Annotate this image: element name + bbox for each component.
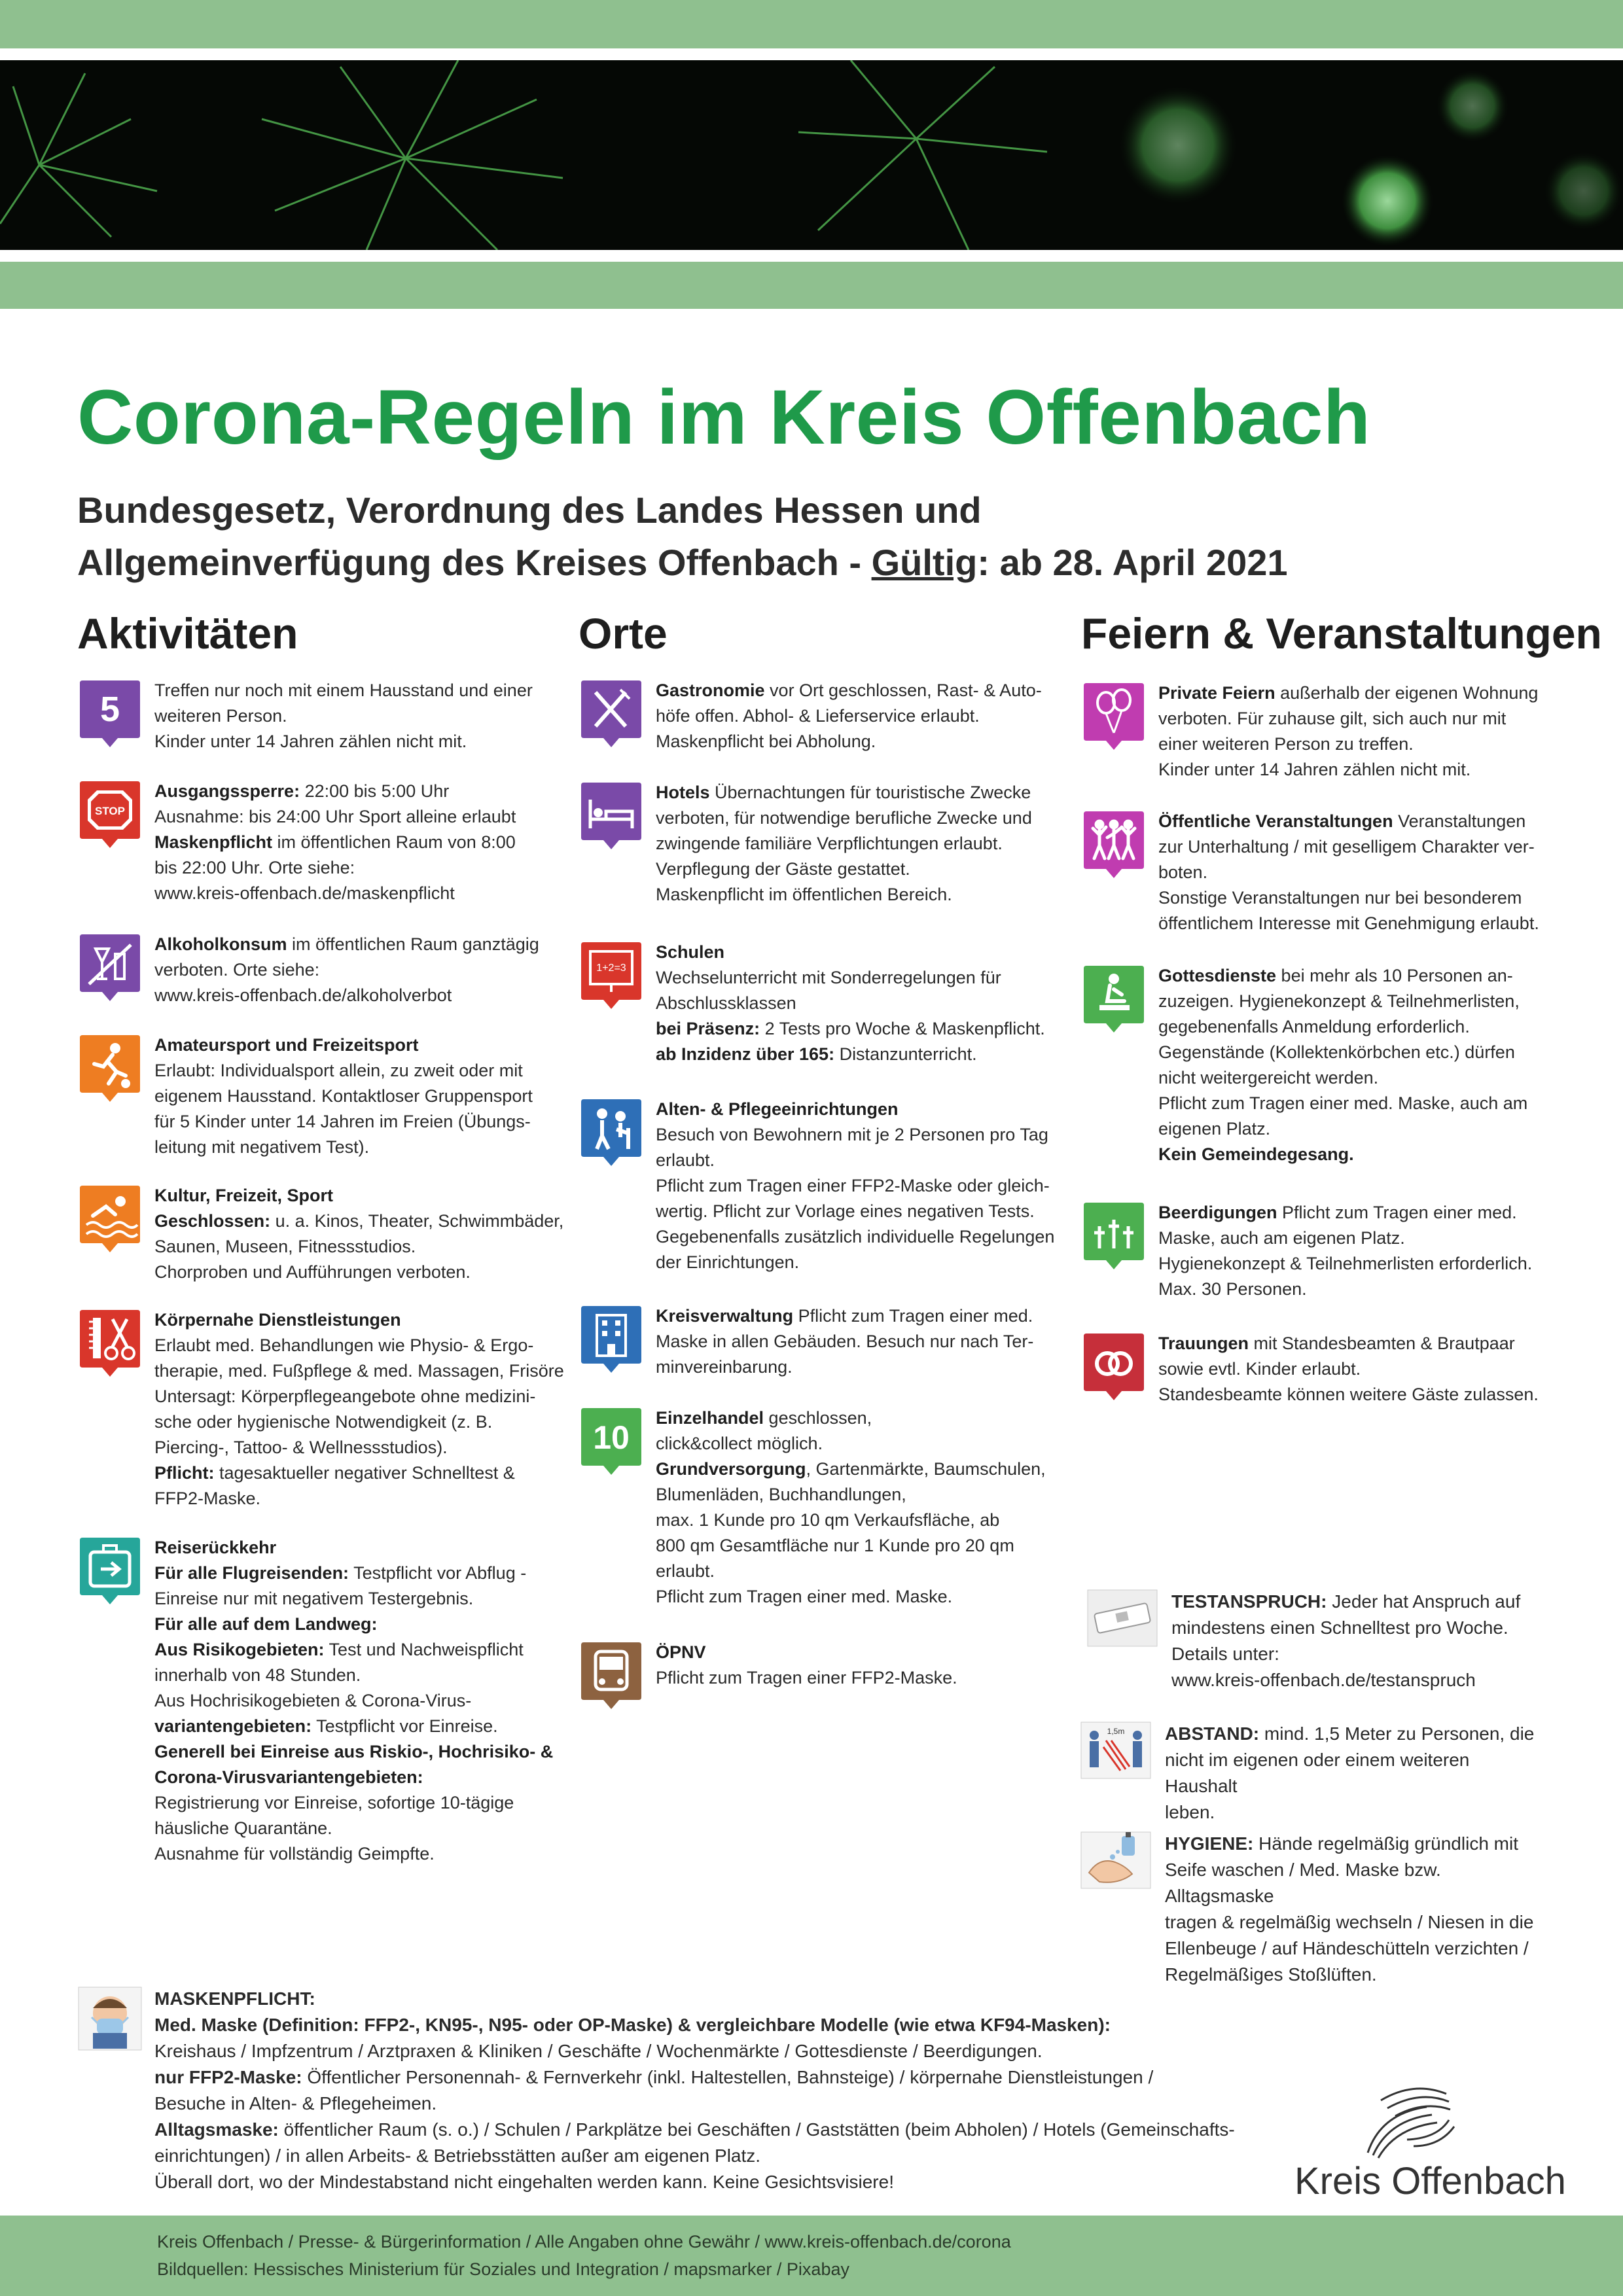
koerper-line: Erlaubt med. Behandlungen wie Physio- & Ergo- bbox=[154, 1335, 534, 1355]
gastro-heading: Gastronomie bbox=[656, 680, 765, 700]
hygiene-line: Regelmäßiges Stoßlüften. bbox=[1165, 1964, 1377, 1985]
hand-washing-icon bbox=[1080, 1831, 1152, 1890]
abstand-line: nicht im eigenen oder einem weiteren Haushalt bbox=[1165, 1750, 1470, 1796]
treffen-line: Kinder unter 14 Jahren zählen nicht mit. bbox=[154, 732, 467, 751]
bus-icon bbox=[579, 1640, 644, 1712]
koerper-line: therapie, med. Fußpflege & med. Massagen, Frisöre bbox=[154, 1361, 564, 1381]
face-mask-icon bbox=[77, 1986, 143, 2051]
kultur-line: Saunen, Museen, Fitnessstudios. bbox=[154, 1237, 416, 1256]
ausgang-maskenpflicht: Maskenpflicht bbox=[154, 832, 273, 852]
sport-icon bbox=[77, 1033, 143, 1104]
care-home-icon bbox=[579, 1097, 644, 1169]
mask-definition: Med. Maske (Definition: FFP2-, KN95-, N95- oder OP-Maske) & vergleichbare Modelle (wie etwa KF94-Masken): bbox=[154, 2015, 1111, 2035]
mask-line: Kreishaus / Impfzentrum / Arztpraxen & Kliniken / Geschäfte / Wochenmärkte / Gottesdienste / Beerdigungen. bbox=[154, 2041, 1043, 2061]
mask-ffp2: nur FFP2-Maske: bbox=[154, 2067, 302, 2087]
schulen-inzidenz: ab Inzidenz über 165: bbox=[656, 1044, 835, 1064]
scissors-comb-icon bbox=[77, 1307, 143, 1379]
abstand-line: mind. 1,5 Meter zu Personen, die bbox=[1259, 1723, 1535, 1744]
blackboard-icon bbox=[579, 940, 644, 1012]
reise-line: Test und Nachweispflicht bbox=[324, 1640, 524, 1659]
sport-line: Erlaubt: Individualsport allein, zu zweit oder mit bbox=[154, 1061, 523, 1080]
sport-line: leitung mit negativem Test). bbox=[154, 1137, 370, 1157]
wedding-rings-icon bbox=[1081, 1331, 1147, 1403]
kreis-line: Maske in allen Gebäuden. Besuch nur nach Ter- bbox=[656, 1332, 1034, 1351]
column-heading-orte: Orte bbox=[579, 609, 668, 658]
private-line: außerhalb der eigenen Wohnung bbox=[1275, 683, 1539, 703]
alten-line: Gegebenenfalls zusätzlich individuelle Regelungen bbox=[656, 1227, 1055, 1246]
subtitle-line-2-post: : ab 28. April 2021 bbox=[977, 542, 1288, 583]
gottes-line: zuzeigen. Hygienekonzept & Teilnehmerlisten, bbox=[1158, 991, 1520, 1011]
reise-line: innerhalb von 48 Stunden. bbox=[154, 1665, 361, 1685]
handel-line: click&collect möglich. bbox=[656, 1434, 823, 1453]
abstand-heading: ABSTAND: bbox=[1165, 1723, 1260, 1744]
svg-text:1+2=3: 1+2=3 bbox=[596, 963, 626, 974]
gastro-line: höfe offen. Abhol- & Lieferservice erlaubt. bbox=[656, 706, 980, 726]
schulen-line: Abschlussklassen bbox=[656, 993, 796, 1013]
koerper-line: tagesaktueller negativer Schnelltest & bbox=[214, 1463, 515, 1483]
fork-knife-icon bbox=[579, 678, 644, 750]
reise-line: Testpflicht vor Abflug - bbox=[349, 1563, 527, 1583]
alten-line: erlaubt. bbox=[656, 1150, 715, 1170]
test-line: Details unter: bbox=[1171, 1644, 1279, 1664]
reise-line: Ausnahme für vollständig Geimpfte. bbox=[154, 1844, 435, 1863]
mask-line: Öffentlicher Personennah- & Fernverkehr (inkl. Haltestellen, Bahnsteige) / körpernahe Dienstleistungen / bbox=[302, 2067, 1154, 2087]
graves-icon bbox=[1081, 1200, 1147, 1272]
sport-line: für 5 Kinder unter 14 Jahren im Freien (Übungs- bbox=[154, 1112, 531, 1131]
private-line: Kinder unter 14 Jahren zählen nicht mit. bbox=[1158, 760, 1471, 779]
footer-line-1: Kreis Offenbach / Presse- & Bürgerinformation / Alle Angaben ohne Gewähr / www.kreis-offenbach.de/corona bbox=[157, 2232, 1011, 2252]
abstand-line: leben. bbox=[1165, 1802, 1215, 1822]
veranst-line: öffentlichem Interesse mit Genehmigung erlaubt. bbox=[1158, 913, 1539, 933]
hygiene-line: Seife waschen / Med. Maske bzw. Alltagsmaske bbox=[1165, 1860, 1441, 1906]
five-persons-icon bbox=[77, 678, 143, 750]
middle-band bbox=[0, 262, 1623, 309]
treffen-line: Treffen nur noch mit einem Hausstand und einer bbox=[154, 680, 533, 700]
ausgang-line: im öffentlichen Raum von 8:00 bbox=[272, 832, 516, 852]
gottes-heading: Gottesdienste bbox=[1158, 966, 1277, 985]
reise-heading: Reiserückkehr bbox=[154, 1538, 277, 1557]
mask-line: einrichtungen) / in allen Arbeits- & Betriebsstätten außer am eigenen Platz. bbox=[154, 2146, 761, 2166]
sport-line: eigenem Hausstand. Kontaktloser Gruppensport bbox=[154, 1086, 533, 1106]
handel-line: geschlossen, bbox=[764, 1408, 872, 1428]
ausgang-line: bis 22:00 Uhr. Orte siehe: bbox=[154, 858, 355, 877]
gastro-line: Maskenpflicht bei Abholung. bbox=[656, 732, 876, 751]
veranst-line: zur Unterhaltung / mit geselligem Charakter ver- bbox=[1158, 837, 1535, 857]
footer bbox=[157, 2228, 1011, 2283]
distance-icon bbox=[1080, 1721, 1152, 1780]
svg-text:10: 10 bbox=[593, 1419, 630, 1456]
column-heading-feiern: Feiern & Veranstaltungen bbox=[1081, 609, 1602, 658]
veranst-line: boten. bbox=[1158, 862, 1208, 882]
beerd-line: Maske, auch am eigenen Platz. bbox=[1158, 1228, 1405, 1248]
trau-line: mit Standesbeamten & Brautpaar bbox=[1249, 1333, 1515, 1353]
mask-line: Besuche in Alten- & Pflegeheimen. bbox=[154, 2093, 437, 2113]
ausgang-line: Ausnahme: bis 24:00 Uhr Sport alleine erlaubt bbox=[154, 807, 516, 826]
reise-line: Registrierung vor Einreise, sofortige 10-tägige bbox=[154, 1793, 514, 1812]
koerper-line: Untersagt: Körperpflegeangebote ohne medizini- bbox=[154, 1386, 536, 1406]
hotels-line: Verpflegung der Gäste gestattet. bbox=[656, 859, 910, 879]
alten-line: Pflicht zum Tragen einer FFP2-Maske oder gleich- bbox=[656, 1176, 1050, 1195]
beerd-line: Max. 30 Personen. bbox=[1158, 1279, 1307, 1299]
office-building-icon bbox=[579, 1303, 644, 1375]
alkohol-link[interactable]: www.kreis-offenbach.de/alkoholverbot bbox=[154, 985, 452, 1005]
hygiene-line: tragen & regelmäßig wechseln / Niesen in die bbox=[1165, 1912, 1534, 1932]
kreis-line: minvereinbarung. bbox=[656, 1357, 793, 1377]
subtitle-line-2-pre: Allgemeinverfügung des Kreises Offenbach - bbox=[77, 542, 872, 583]
praying-person-icon bbox=[1081, 963, 1147, 1035]
test-line: Jeder hat Anspruch auf bbox=[1327, 1591, 1521, 1612]
page-subtitle bbox=[77, 484, 1288, 589]
koerper-line: sche oder hygienische Notwendigkeit (z. B. bbox=[154, 1412, 493, 1432]
private-line: einer weiteren Person zu treffen. bbox=[1158, 734, 1414, 754]
handel-line: Blumenläden, Buchhandlungen, bbox=[656, 1485, 906, 1504]
logo-text: Kreis Offenbach bbox=[1294, 2160, 1566, 2202]
handel-line: erlaubt. bbox=[656, 1561, 715, 1581]
treffen-line: weiteren Person. bbox=[154, 706, 287, 726]
test-link[interactable]: www.kreis-offenbach.de/testanspruch bbox=[1171, 1670, 1476, 1690]
schulen-heading: Schulen bbox=[656, 942, 725, 962]
gottes-line: Gegenstände (Kollektenkörbchen etc.) dürfen bbox=[1158, 1042, 1515, 1062]
svg-text:1,5m: 1,5m bbox=[1107, 1727, 1125, 1736]
bed-icon bbox=[579, 780, 644, 852]
hotels-heading: Hotels bbox=[656, 783, 710, 802]
gottes-line: eigenen Platz. bbox=[1158, 1119, 1271, 1139]
trau-heading: Trauungen bbox=[1158, 1333, 1249, 1353]
handel-heading: Einzelhandel bbox=[656, 1408, 764, 1428]
handel-line: Pflicht zum Tragen einer med. Maske. bbox=[656, 1587, 953, 1606]
reise-risiko: Aus Risikogebieten: bbox=[154, 1640, 325, 1659]
footer-line-2: Bildquellen: Hessisches Ministerium für Soziales und Integration / mapsmarker / Pixabay bbox=[157, 2259, 849, 2279]
swimming-icon bbox=[77, 1183, 143, 1255]
kreis-line: Pflicht zum Tragen einer med. bbox=[793, 1306, 1033, 1326]
gottes-line: nicht weitergereicht werden. bbox=[1158, 1068, 1379, 1087]
kultur-geschlossen: Geschlossen: bbox=[154, 1211, 271, 1231]
reise-line: Aus Hochrisikogebieten & Corona-Virus- bbox=[154, 1691, 472, 1710]
alcohol-ban-icon bbox=[77, 932, 143, 1004]
gottes-line: Pflicht zum Tragen einer med. Maske, auch am bbox=[1158, 1093, 1528, 1113]
mask-alltag: Alltagsmaske: bbox=[154, 2119, 279, 2140]
koerper-pflicht: Pflicht: bbox=[154, 1463, 215, 1483]
schulen-line: 2 Tests pro Woche & Maskenpflicht. bbox=[760, 1019, 1045, 1038]
private-line: verboten. Für zuhause gilt, sich auch nur mit bbox=[1158, 709, 1507, 728]
mask-heading: MASKENPFLICHT: bbox=[154, 1988, 315, 2009]
virus-banner-image bbox=[0, 60, 1623, 250]
hotels-line: Maskenpflicht im öffentlichen Bereich. bbox=[656, 885, 952, 904]
svg-text:5: 5 bbox=[99, 690, 120, 729]
beerd-heading: Beerdigungen bbox=[1158, 1203, 1277, 1222]
veranst-line: Sonstige Veranstaltungen nur bei besonderem bbox=[1158, 888, 1522, 908]
reise-line: Testpflicht vor Einreise. bbox=[312, 1716, 498, 1736]
reise-variante: variantengebieten: bbox=[154, 1716, 312, 1736]
alten-heading: Alten- & Pflegeeinrichtungen bbox=[656, 1099, 899, 1119]
ausgang-line: 22:00 bis 5:00 Uhr bbox=[300, 781, 450, 801]
subtitle-line-1: Bundesgesetz, Verordnung des Landes Hessen und bbox=[77, 489, 982, 531]
trau-line: Standesbeamte können weitere Gäste zulassen. bbox=[1158, 1385, 1539, 1404]
hygiene-line: Hände regelmäßig gründlich mit bbox=[1253, 1833, 1518, 1854]
koerper-heading: Körpernahe Dienstleistungen bbox=[154, 1310, 401, 1330]
ausgang-heading: Ausgangssperre: bbox=[154, 781, 300, 801]
oepnv-heading: ÖPNV bbox=[656, 1642, 706, 1662]
kultur-line: Chorproben und Aufführungen verboten. bbox=[154, 1262, 471, 1282]
column-heading-aktivitaeten: Aktivitäten bbox=[77, 609, 298, 658]
mask-line: Überall dort, wo der Mindestabstand nicht eingehalten werden kann. Keine Gesichtsvisiere! bbox=[154, 2172, 894, 2192]
gottes-line: bei mehr als 10 Personen an- bbox=[1276, 966, 1513, 985]
stop-sign-icon bbox=[77, 779, 143, 851]
ausgang-link[interactable]: www.kreis-offenbach.de/maskenpflicht bbox=[154, 883, 455, 903]
beerd-line: Hygienekonzept & Teilnehmerlisten erforderlich. bbox=[1158, 1254, 1533, 1273]
veranst-heading: Öffentliche Veranstaltungen bbox=[1158, 811, 1393, 831]
alten-line: Besuch von Bewohnern mit je 2 Personen pro Tag bbox=[656, 1125, 1048, 1144]
schulen-praesenz: bei Präsenz: bbox=[656, 1019, 760, 1038]
gastro-line: vor Ort geschlossen, Rast- & Auto- bbox=[764, 680, 1042, 700]
hotels-line: zwingende familiäre Verpflichtungen erlaubt. bbox=[656, 834, 1003, 853]
luggage-icon bbox=[77, 1535, 143, 1607]
sport-heading: Amateursport und Freizeitsport bbox=[154, 1035, 419, 1055]
alkohol-line: im öffentlichen Raum ganztägig bbox=[287, 934, 539, 954]
koerper-line: FFP2-Maske. bbox=[154, 1489, 261, 1508]
ten-customers-icon bbox=[579, 1405, 644, 1477]
schulen-line: Wechselunterricht mit Sonderregelungen für bbox=[656, 968, 1001, 987]
alten-line: wertig. Pflicht zur Vorlage eines negativen Tests. bbox=[656, 1201, 1035, 1221]
beerd-line: Pflicht zum Tragen einer med. bbox=[1277, 1203, 1517, 1222]
hygiene-heading: HYGIENE: bbox=[1165, 1833, 1254, 1854]
gottes-line: gegebenenfalls Anmeldung erforderlich. bbox=[1158, 1017, 1470, 1036]
test-heading: TESTANSPRUCH: bbox=[1171, 1591, 1327, 1612]
oepnv-line: Pflicht zum Tragen einer FFP2-Maske. bbox=[656, 1668, 957, 1687]
dancing-people-icon bbox=[1081, 809, 1147, 881]
private-heading: Private Feiern bbox=[1158, 683, 1275, 703]
test-line: mindestens einen Schnelltest pro Woche. bbox=[1171, 1617, 1508, 1638]
hotels-line: verboten, für notwendige berufliche Zwecke und bbox=[656, 808, 1032, 828]
alkohol-heading: Alkoholkonsum bbox=[154, 934, 287, 954]
trau-line: sowie evtl. Kinder erlaubt. bbox=[1158, 1359, 1361, 1379]
svg-text:STOP: STOP bbox=[95, 805, 125, 817]
handel-line: max. 1 Kunde pro 10 qm Verkaufsfläche, ab bbox=[656, 1510, 1000, 1530]
reise-flug: Für alle Flugreisenden: bbox=[154, 1563, 349, 1583]
subtitle-line-2 bbox=[77, 537, 1288, 589]
balloons-icon bbox=[1081, 680, 1147, 752]
kultur-line: u. a. Kinos, Theater, Schwimmbäder, bbox=[270, 1211, 564, 1231]
reise-landweg: Für alle auf dem Landweg: bbox=[154, 1614, 378, 1634]
alten-line: der Einrichtungen. bbox=[656, 1252, 800, 1272]
top-band bbox=[0, 0, 1623, 48]
handel-line: , Gartenmärkte, Baumschulen, bbox=[806, 1459, 1046, 1479]
hygiene-line: Ellenbeuge / auf Händeschütteln verzichten / bbox=[1165, 1938, 1529, 1958]
subtitle-gueltig: Gültig bbox=[871, 542, 978, 583]
reise-generell: Generell bei Einreise aus Riskio-, Hochrisiko- & bbox=[154, 1742, 554, 1761]
reise-generell-2: Corona-Virusvariantengebieten: bbox=[154, 1767, 423, 1787]
handel-line: 800 qm Gesamtfläche nur 1 Kunde pro 20 qm bbox=[656, 1536, 1014, 1555]
kreis-heading: Kreisverwaltung bbox=[656, 1306, 794, 1326]
page-title: Corona-Regeln im Kreis Offenbach bbox=[77, 374, 1371, 461]
hotels-line: Übernachtungen für touristische Zwecke bbox=[709, 783, 1031, 802]
reise-line: häusliche Quarantäne. bbox=[154, 1818, 332, 1838]
koerper-line: Piercing-, Tattoo- & Wellnessstudios). bbox=[154, 1438, 448, 1457]
veranst-line: Veranstaltungen bbox=[1393, 811, 1526, 831]
reise-line: Einreise nur mit negativem Testergebnis. bbox=[154, 1589, 474, 1608]
handel-grundversorgung: Grundversorgung bbox=[656, 1459, 806, 1479]
mask-line: öffentlicher Raum (s. o.) / Schulen / Parkplätze bei Geschäften / Gaststätten (beim Abholen) / Hotels (Gemeinschafts- bbox=[278, 2119, 1235, 2140]
schulen-line: Distanzunterricht. bbox=[834, 1044, 977, 1064]
gottes-gemeindegesang: Kein Gemeindegesang. bbox=[1158, 1144, 1354, 1164]
kultur-heading: Kultur, Freizeit, Sport bbox=[154, 1186, 334, 1205]
alkohol-line: verboten. Orte siehe: bbox=[154, 960, 320, 980]
test-kit-icon bbox=[1086, 1589, 1158, 1648]
